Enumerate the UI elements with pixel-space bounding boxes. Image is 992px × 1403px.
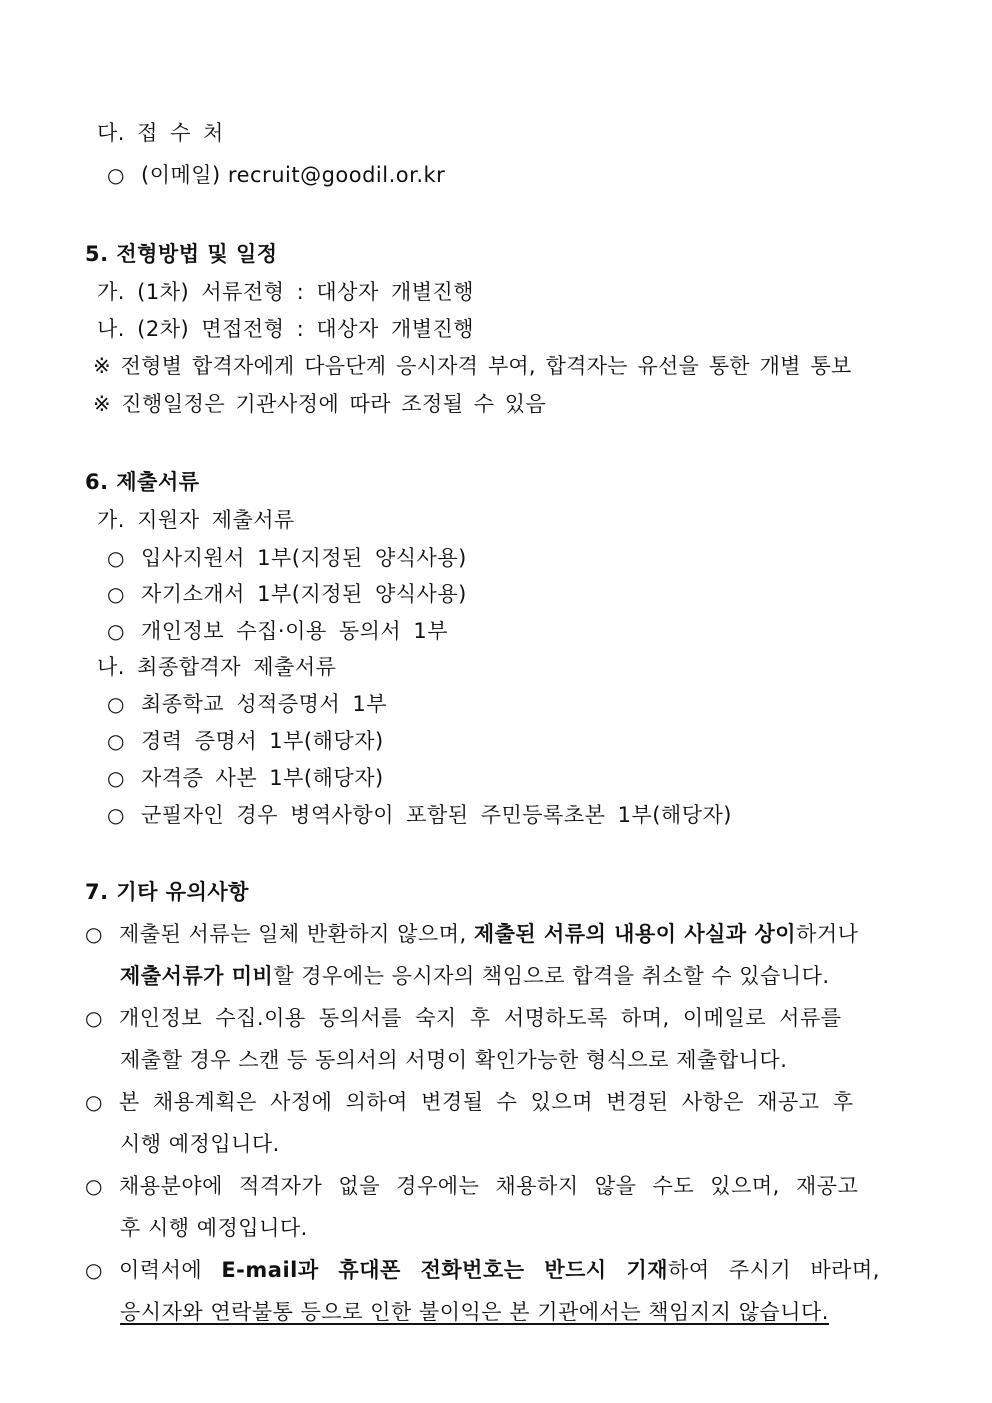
selection-note-1: ※ 전형별 합격자에게 다음단계 응시자격 부여, 합격자는 유선을 통한 개별 통보 [93, 354, 852, 378]
circle-bullet-icon: ○ [107, 582, 125, 606]
selection-step-2: 나. (2차) 면접전형 : 대상자 개별진행 [97, 317, 475, 341]
notice-item-cont: 시행 예정입니다. [120, 1132, 280, 1156]
doc-item: ○ 경력 증명서 1부(해당자) [107, 729, 384, 753]
notice-item: ○ 채용분야에 적격자가 없을 경우에는 채용하지 않을 수도 있으며, 재공고 [85, 1174, 859, 1198]
notice-item: ○ 제출된 서류는 일체 반환하지 않으며, 제출된 서류의 내용이 사실과 상이하거나 [85, 922, 859, 946]
section-5-title: 5. 전형방법 및 일정 [85, 242, 278, 266]
circle-bullet-icon: ○ [107, 766, 125, 790]
selection-step-1: 가. (1차) 서류전형 : 대상자 개별진행 [97, 280, 475, 304]
circle-bullet-icon: ○ [85, 1174, 103, 1198]
circle-bullet-icon: ○ [85, 1006, 103, 1030]
circle-bullet-icon: ○ [107, 729, 125, 753]
circle-bullet-icon: ○ [85, 922, 103, 946]
circle-bullet-icon: ○ [85, 1090, 103, 1114]
email-item [107, 162, 445, 188]
notice-item: ○ 이력서에 E-mail과 휴대폰 전화번호는 반드시 기재하여 주시기 바라며, [85, 1258, 880, 1282]
notice-item: ○ 본 채용계획은 사정에 의하여 변경될 수 있으며 변경된 사항은 재공고 후 [85, 1090, 854, 1114]
section-6-title: 6. 제출서류 [85, 470, 200, 494]
notice-item-cont: 제출서류가 미비할 경우에는 응시자의 책임으로 합격을 취소할 수 있습니다. [120, 964, 830, 988]
doc-item: ○ 자격증 사본 1부(해당자) [107, 766, 384, 790]
receipt-heading: 다. 접 수 처 [97, 121, 224, 145]
applicant-docs-label: 가. 지원자 제출서류 [97, 508, 295, 532]
circle-bullet-icon: ○ [107, 163, 125, 187]
notice-item-cont: 후 시행 예정입니다. [120, 1216, 308, 1240]
notice-item: ○ 개인정보 수집.이용 동의서를 숙지 후 서명하도록 하며, 이메일로 서류를 [85, 1006, 842, 1030]
final-docs-label: 나. 최종합격자 제출서류 [97, 655, 337, 679]
doc-item: ○ 개인정보 수집·이용 동의서 1부 [107, 619, 448, 643]
doc-item: ○ 군필자인 경우 병역사항이 포함된 주민등록초본 1부(해당자) [107, 803, 732, 827]
circle-bullet-icon: ○ [107, 803, 125, 827]
circle-bullet-icon: ○ [107, 546, 125, 570]
notice-item-cont: 제출할 경우 스캔 등 동의서의 서명이 확인가능한 형식으로 제출합니다. [120, 1048, 788, 1072]
doc-item: ○ 입사지원서 1부(지정된 양식사용) [107, 546, 467, 570]
selection-note-2: ※ 진행일정은 기관사정에 따라 조정될 수 있음 [93, 392, 547, 416]
doc-item: ○ 최종학교 성적증명서 1부 [107, 692, 388, 716]
circle-bullet-icon: ○ [107, 692, 125, 716]
circle-bullet-icon: ○ [85, 1258, 103, 1282]
doc-item: ○ 자기소개서 1부(지정된 양식사용) [107, 582, 467, 606]
circle-bullet-icon: ○ [107, 619, 125, 643]
email-text[interactable]: (이메일) recruit@goodil.or.kr [141, 163, 446, 187]
notice-item-cont: 응시자와 연락불통 등으로 인한 불이익은 본 기관에서는 책임지지 않습니다. [120, 1300, 829, 1324]
section-7-title: 7. 기타 유의사항 [85, 880, 249, 904]
